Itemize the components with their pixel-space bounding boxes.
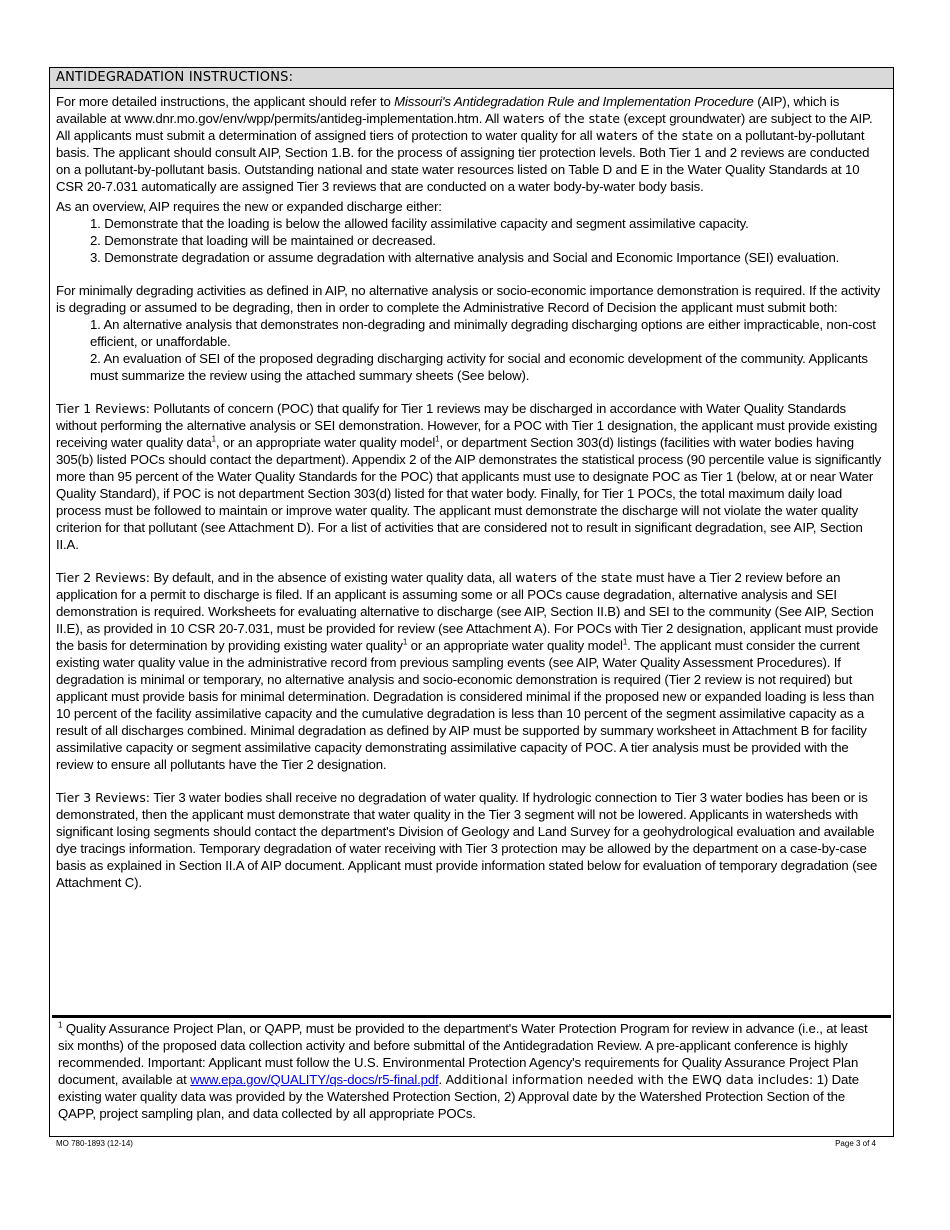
text-segment: By default, and in the absence of existing water quality data, all [149, 570, 516, 585]
qapp-link[interactable]: www.epa.gov/QUALITY/qs-docs/r5-final.pdf [190, 1072, 439, 1087]
text-segment: , or department Section 303(d) listings (facilities with water bodies having 305(b) listed POCs should contact the department). Appendix 2 of the AIP demonstrates the statistical process (90 percentile value is significantly more than 95 percent of the Water Quality Standards for the POC) that applicants must use to designate POC as Tier 1 (below, at or near Water Quality Standard), if POC is not department Section 303(d) listed for that water body. Finally, for Tier 1 POCs, the total maximum daily load process must be followed to maintain or improve water quality. The applicant must demonstrate the discharge will not violate the water quality criterion for that pollutant (see Attachment D). For a list of activities that are considered not to result in significant degradation, see AIP, Section II.A. [56, 435, 882, 552]
emphasis-text: Additional information needed with the EWQ data includes: [445, 1072, 814, 1087]
numbered-list [56, 316, 887, 384]
list-item: 2. An evaluation of SEI of the proposed degrading discharging activity for social and economic development of the community. Applicants must summarize the review using the attached summary sheets (See below). [90, 351, 868, 383]
footnote-ref: 1 [435, 434, 440, 444]
text-segment: For more detailed instructions, the applicant should refer to [56, 94, 395, 109]
paragraph [56, 569, 887, 773]
emphasis-text: waters of the state [502, 111, 620, 126]
text-segment: As an overview, AIP requires the new or expanded discharge either: [56, 199, 442, 214]
emphasis-text: Tier 1 Reviews: [56, 401, 150, 416]
paragraph [56, 282, 887, 316]
paragraph [56, 400, 887, 553]
footnote-ref: 1 [211, 434, 216, 444]
text-segment: , or an appropriate water quality model [215, 435, 436, 450]
text-segment: . The applicant must consider the current existing water quality value in the administrative record from previous sampling events (see AIP, Water Quality Assessment Procedures). If degradation is minimal or temporary, no alternative analysis and socio-economic demonstration is required (Tier 2 review is not required) but applicant must provide basis for minimal determination. Degradation is considered minimal if the proposed new or expanded loading is less than 10 percent of the facility assimilative capacity and the cumulative degradation is less than 10 percent of the segment assimilative capacity as a result of all discharges combined. Minimal degradation as defined by AIP must be supported by summary worksheet in Attachment B for facility assimilative capacity or segment assimilative capacity demonstrating assimilative capacity of POC. A tier analysis must be provided with the review to ensure all pollutants have the Tier 2 designation. [56, 638, 875, 772]
instructions-box [49, 67, 894, 1137]
paragraph [56, 789, 887, 891]
footnote-ref: 1 [402, 637, 408, 647]
numbered-list [56, 215, 887, 266]
emphasis-text: waters of the state [595, 128, 714, 143]
text-segment: . [438, 1072, 446, 1087]
text-segment: Quality Assurance Project Plan, or QAPP, must be provided to the department's Water Protection Program for review in advance (i.e., at least six months) of the proposed data collection activity and before submittal of the Antidegradation Review. A pre-applicant conference is highly recommended. Important: Applicant must follow the U.S. Environmental Protection Agency's requirements for Quality Assurance Project Plan document, available at [58, 1021, 868, 1087]
form-number: MO 780-1893 (12-14) [56, 1139, 133, 1148]
text-segment: must have a Tier 2 review before an application for a permit to discharge is filed. If an applicant is assuming some or all POCs cause degradation, alternative analysis and SEI demonstration is required. Worksheets for evaluating alternative to discharge (see AIP, Section II.B) and SEI to the community (See AIP, Section II.E), as provided in 10 CSR 20-7.031, must be provided for review (see Attachment A). For POCs with Tier 2 designation, applicant must provide the basis for determination by providing existing water quality [56, 570, 879, 653]
text-segment: (except groundwater) are subject to the AIP. All applicants must submit a determination of assigned tiers of protection to water quality for all [56, 111, 873, 143]
footnote [52, 1015, 891, 1122]
list-item: 1. An alternative analysis that demonstrates non-degrading and minimally degrading discharging options are either impracticable, non-cost efficient, or unaffordable. [90, 317, 876, 349]
text-segment: (AIP), which is available at www.dnr.mo.gov/env/wpp/permits/antideg-implementation.htm. All [56, 94, 840, 126]
page-number: Page 3 of 4 [835, 1139, 876, 1148]
text-segment: Missouri's Antidegradation Rule and Implementation Procedure [394, 94, 754, 109]
instructions-content [50, 89, 893, 891]
emphasis-text: Tier 3 Reviews: [56, 790, 150, 805]
text-segment: Pollutants of concern (POC) that qualify for Tier 1 reviews may be discharged in accordance with Water Quality Standards without performing the alternative analysis or SEI demonstration. However, for a POC with Tier 1 designation, the applicant must provide existing receiving water quality data [56, 401, 878, 450]
footnote-ref: 1 [58, 1020, 63, 1030]
list-item: 2. Demonstrate that loading will be maintained or decreased. [90, 233, 436, 248]
paragraph [56, 93, 887, 195]
text-segment: 1) Date existing water quality data was provided by the Watershed Protection Section, 2) Approval date by the Watershed Protection Section of the QAPP, project sampling plan, and data collected by all appropriate POCs. [58, 1072, 859, 1121]
text-segment: Tier 3 water bodies shall receive no degradation of water quality. If hydrologic connection to Tier 3 water bodies has been or is demonstrated, then the applicant must demonstrate that water quality in the Tier 3 segment will not be lowered. Applicants in watersheds with significant losing segments should contact the department's Division of Geology and Land Survey for a geohydrological evaluation and available dye tracings information. Temporary degradation of water receiving with Tier 3 protection may be allowed by the department on a case-by-case basis as explained in Section II.A of AIP document. Applicant must provide information stated below for evaluation of temporary degradation (see Attachment C). [56, 790, 878, 890]
text-segment: or an appropriate water quality model [407, 638, 623, 653]
paragraph [56, 198, 887, 215]
footnote-ref: 1 [622, 637, 628, 647]
list-item: 3. Demonstrate degradation or assume degradation with alternative analysis and Social and Economic Importance (SEI) evaluation. [90, 250, 840, 265]
list-item: 1. Demonstrate that the loading is below the allowed facility assimilative capacity and segment assimilative capacity. [90, 216, 749, 231]
text-segment: For minimally degrading activities as defined in AIP, no alternative analysis or socio-economic importance demonstration is required. If the activity is degrading or assumed to be degrading, then in order to complete the Administrative Record of Decision the applicant must submit both: [56, 283, 881, 315]
text-segment: on a pollutant-by-pollutant basis. The applicant should consult AIP, Section 1.B. for the process of assigning tier protection levels. Both Tier 1 and 2 reviews are conducted on a pollutant-by-pollutant basis. Outstanding national and state water resources listed on Table D and E in the Water Quality Standards at 10 CSR 20-7.031 automatically are assigned Tier 3 reviews that are conducted on a water body-by-water body basis. [56, 128, 870, 194]
section-header: ANTIDEGRADATION INSTRUCTIONS: [50, 68, 893, 89]
emphasis-text: Tier 2 Reviews: [56, 570, 150, 585]
emphasis-text: waters of the state [515, 570, 633, 585]
